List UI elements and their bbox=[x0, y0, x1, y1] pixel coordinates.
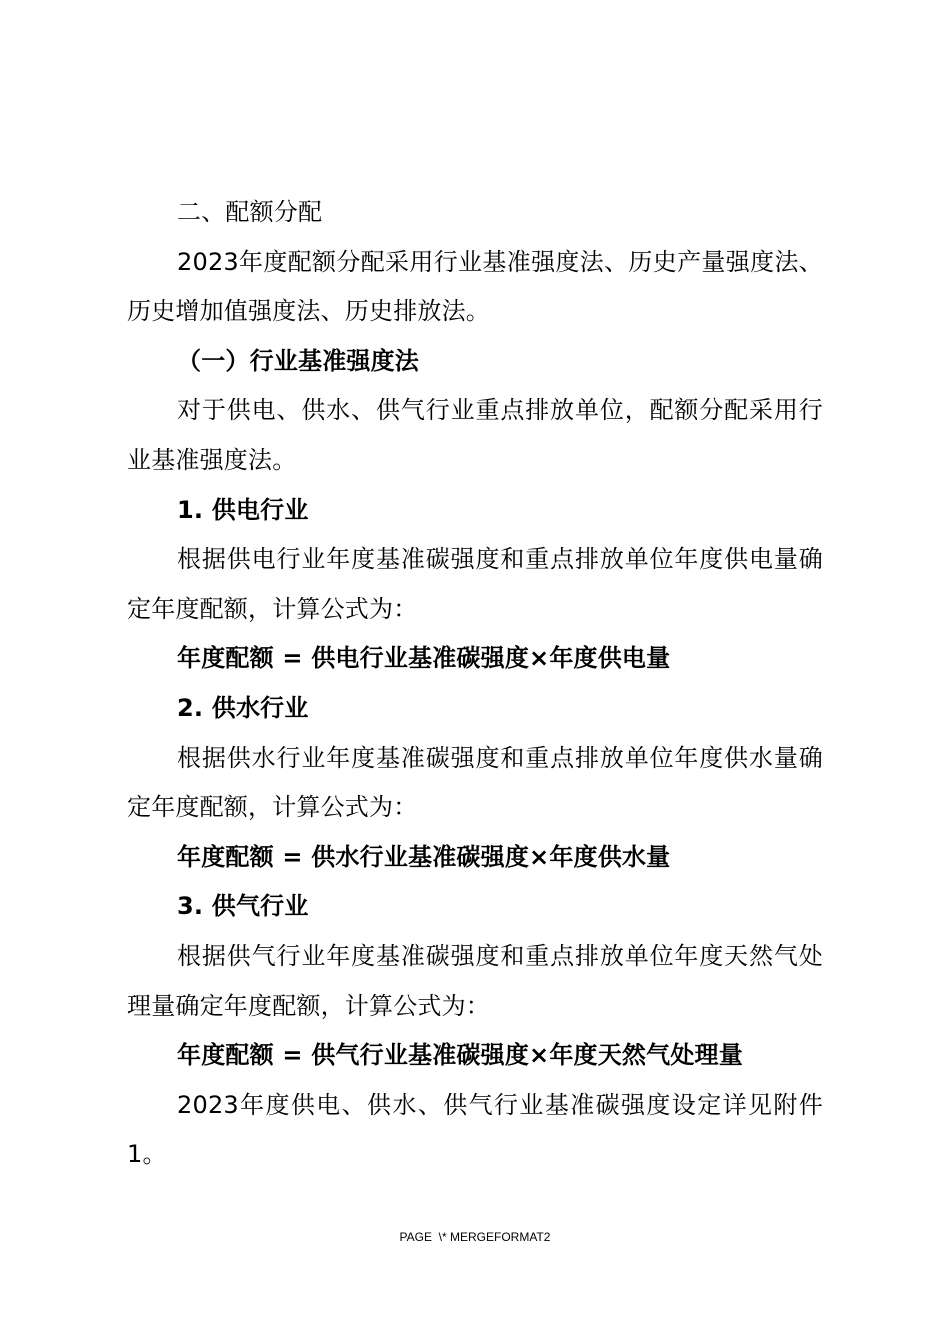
section-heading: 二、配额分配 bbox=[177, 198, 323, 226]
water-formula: 年度配额 = 供水行业基准碳强度×年度供水量 bbox=[177, 842, 671, 871]
method-paragraph: 对于供电、供水、供气行业重点排放单位，配额分配采用行业基准强度法。 bbox=[127, 396, 823, 474]
page-footer: PAGE \* MERGEFORMAT2 bbox=[399, 1230, 551, 1244]
item-heading-gas: 3. 供气行业 bbox=[177, 892, 309, 921]
item-heading-power: 1. 供电行业 bbox=[177, 495, 309, 524]
item-heading-water: 2. 供水行业 bbox=[177, 693, 309, 722]
closing-paragraph: 2023年度供电、供水、供气行业基准碳强度设定详见附件1。 bbox=[127, 1090, 823, 1169]
intro-paragraph: 2023年度配额分配采用行业基准强度法、历史产量强度法、历史增加值强度法、历史排放法。 bbox=[127, 247, 823, 326]
gas-paragraph: 根据供气行业年度基准碳强度和重点排放单位年度天然气处理量确定年度配额，计算公式为： bbox=[127, 941, 823, 1020]
subsection-heading: （一）行业基准强度法 bbox=[177, 346, 419, 375]
water-paragraph: 根据供水行业年度基准碳强度和重点排放单位年度供水量确定年度配额，计算公式为： bbox=[127, 743, 823, 822]
document-body bbox=[127, 188, 823, 1180]
gas-formula: 年度配额 = 供气行业基准碳强度×年度天然气处理量 bbox=[177, 1041, 743, 1070]
power-formula: 年度配额 = 供电行业基准碳强度×年度供电量 bbox=[177, 644, 671, 673]
power-paragraph: 根据供电行业年度基准碳强度和重点排放单位年度供电量确定年度配额，计算公式为： bbox=[127, 545, 823, 623]
